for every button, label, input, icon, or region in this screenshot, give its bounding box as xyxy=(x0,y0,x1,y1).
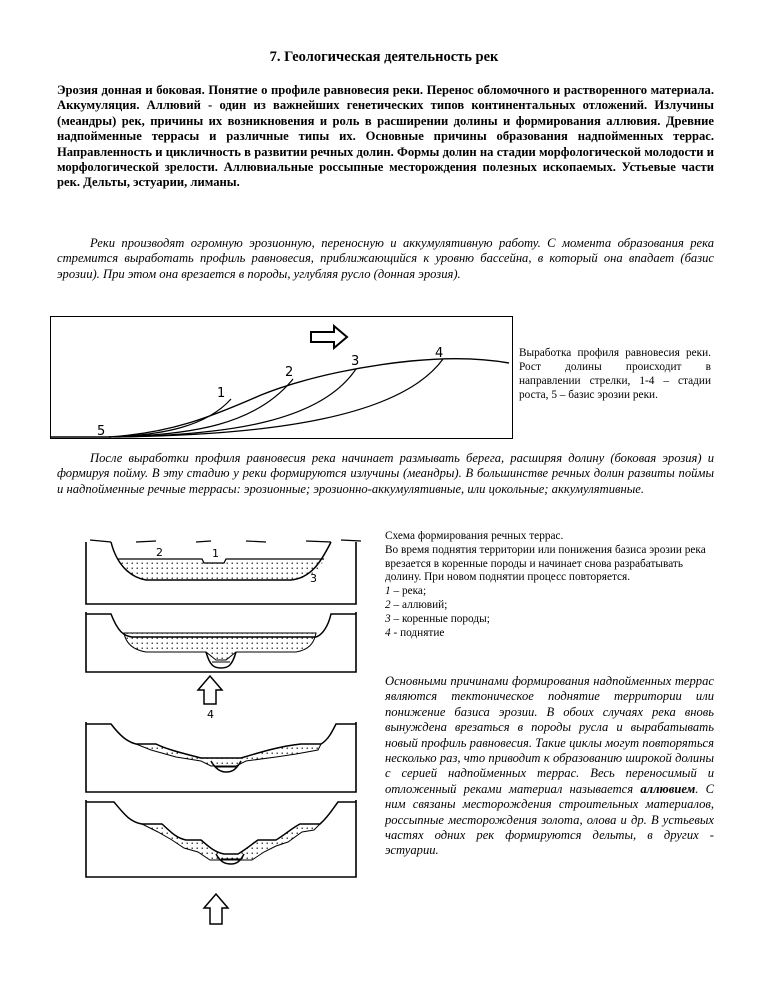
legend-item-alluvium: 2 – аллювий; xyxy=(385,598,448,611)
figure2-caption-text: Во время поднятия территории или понижения базиса эрозии река врезается в коренные породы и начинает снова разрабатывать долину. При новом поднятии процесс повторяется. xyxy=(385,543,706,584)
profile-envelope-line xyxy=(109,359,509,437)
erosion-base-label-5: 5 xyxy=(97,424,106,438)
page-title: 7. Геологическая деятельность рек xyxy=(269,49,499,65)
legend-item-bedrock: 3 – коренные породы; xyxy=(385,612,490,625)
paragraph-terraces: Основными причинами формирования надпойменных террас являются тектоническое поднятие территории или понижение базиса эрозии. В обоих случаях река вновь вынуждена врезаться в породы русла и вырабатывать новый профиль равновесия. Такие циклы могут повторяться несколько раз, что приводит к образованию широкой долины с серией надпойменных террас. Весь переносимый и отложенный реками материал называется аллювием. С ним связаны месторождения строительных материалов, россыпные месторождения золота, олова и др. В устьевых частях одних рек формируются дельты, в других - эстуарии. xyxy=(385,674,714,858)
legend-item-river: 1 – река; xyxy=(385,585,427,598)
stage-4-curve xyxy=(117,359,443,437)
uplift-arrow-icon xyxy=(198,676,222,721)
uplift-label: 4 xyxy=(207,708,214,721)
section-summary: Эрозия донная и боковая. Понятие о профиле равновесия реки. Перенос обломочного и растворенного материала. Аккумуляция. Аллювий - один из важнейших генетических типов континентальных отложений. Излучины (меандры) рек, причины их возникновения и роль в расширении долины и формирования аллювия. Древние надпойменные террасы и различные типы их. Основные причины образования надпойменных террас. Направленность и цикличность в развитии речных долин. Формы долин на стадии морфологической молодости и морфологической зрелости. Аллювиальные россыпные месторождения полезных ископаемых. Устьевые части рек. Дельты, эстуарии, лиманы. xyxy=(57,83,714,190)
stage-label-4: 4 xyxy=(435,346,444,361)
legend-num: 4 xyxy=(385,626,391,639)
uplift-arrow-bottom-icon xyxy=(204,894,228,924)
legend-num: 2 xyxy=(385,598,391,611)
growth-direction-arrow-icon xyxy=(311,326,347,348)
figure2-caption xyxy=(385,530,715,640)
terrace-stage-4 xyxy=(86,800,356,877)
equilibrium-profile-drawing xyxy=(51,317,512,438)
term-alluvium: аллювием xyxy=(640,781,696,796)
terrace-stage-2 xyxy=(86,612,356,672)
stage-label-1: 1 xyxy=(217,386,226,401)
paragraph-erosion: Реки производят огромную эрозионную, переносную и аккумулятивную работу. С момента образования река стремится выработать профиль равновесия, приближающийся к уровню бассейна, в который она впадает (базис эрозии). При этом она врезается в породы, углубляя русло (донная эрозия). xyxy=(57,236,714,281)
figure2-caption-title: Схема формирования речных террас. xyxy=(385,530,564,542)
alluvium-label: 2 xyxy=(156,546,163,559)
stage-3-curve xyxy=(115,369,356,437)
paragraph-lateral-erosion: После выработки профиля равновесия река начинает размывать берега, расширяя долину (боковая эрозия) и формируя пойму. В эту стадию у реки формируются излучины (меандры). В большинстве речных долин развиты поймы и надпойменные речные террасы: эрозионные; эрозионно-аккумулятивные, или цокольные; аккумулятивные. xyxy=(57,451,714,496)
legend-item-uplift: 4 - поднятие xyxy=(385,626,445,639)
terrace-stage-3 xyxy=(86,722,356,792)
legend-num: 3 xyxy=(385,612,391,625)
bedrock-label: 3 xyxy=(310,572,317,585)
legend-num: 1 xyxy=(385,585,391,598)
stage-label-2: 2 xyxy=(285,365,294,380)
terrace-formation-figure xyxy=(76,532,366,928)
river-label: 1 xyxy=(212,547,219,560)
stage-label-3: 3 xyxy=(351,354,360,369)
terrace-stage-1 xyxy=(86,540,361,604)
equilibrium-profile-figure xyxy=(50,316,513,439)
figure1-caption: Выработка профиля равновесия реки. Рост долины происходит в направлении стрелки, 1-4 – стадии роста, 5 – базис эрозии реки. xyxy=(519,347,711,401)
